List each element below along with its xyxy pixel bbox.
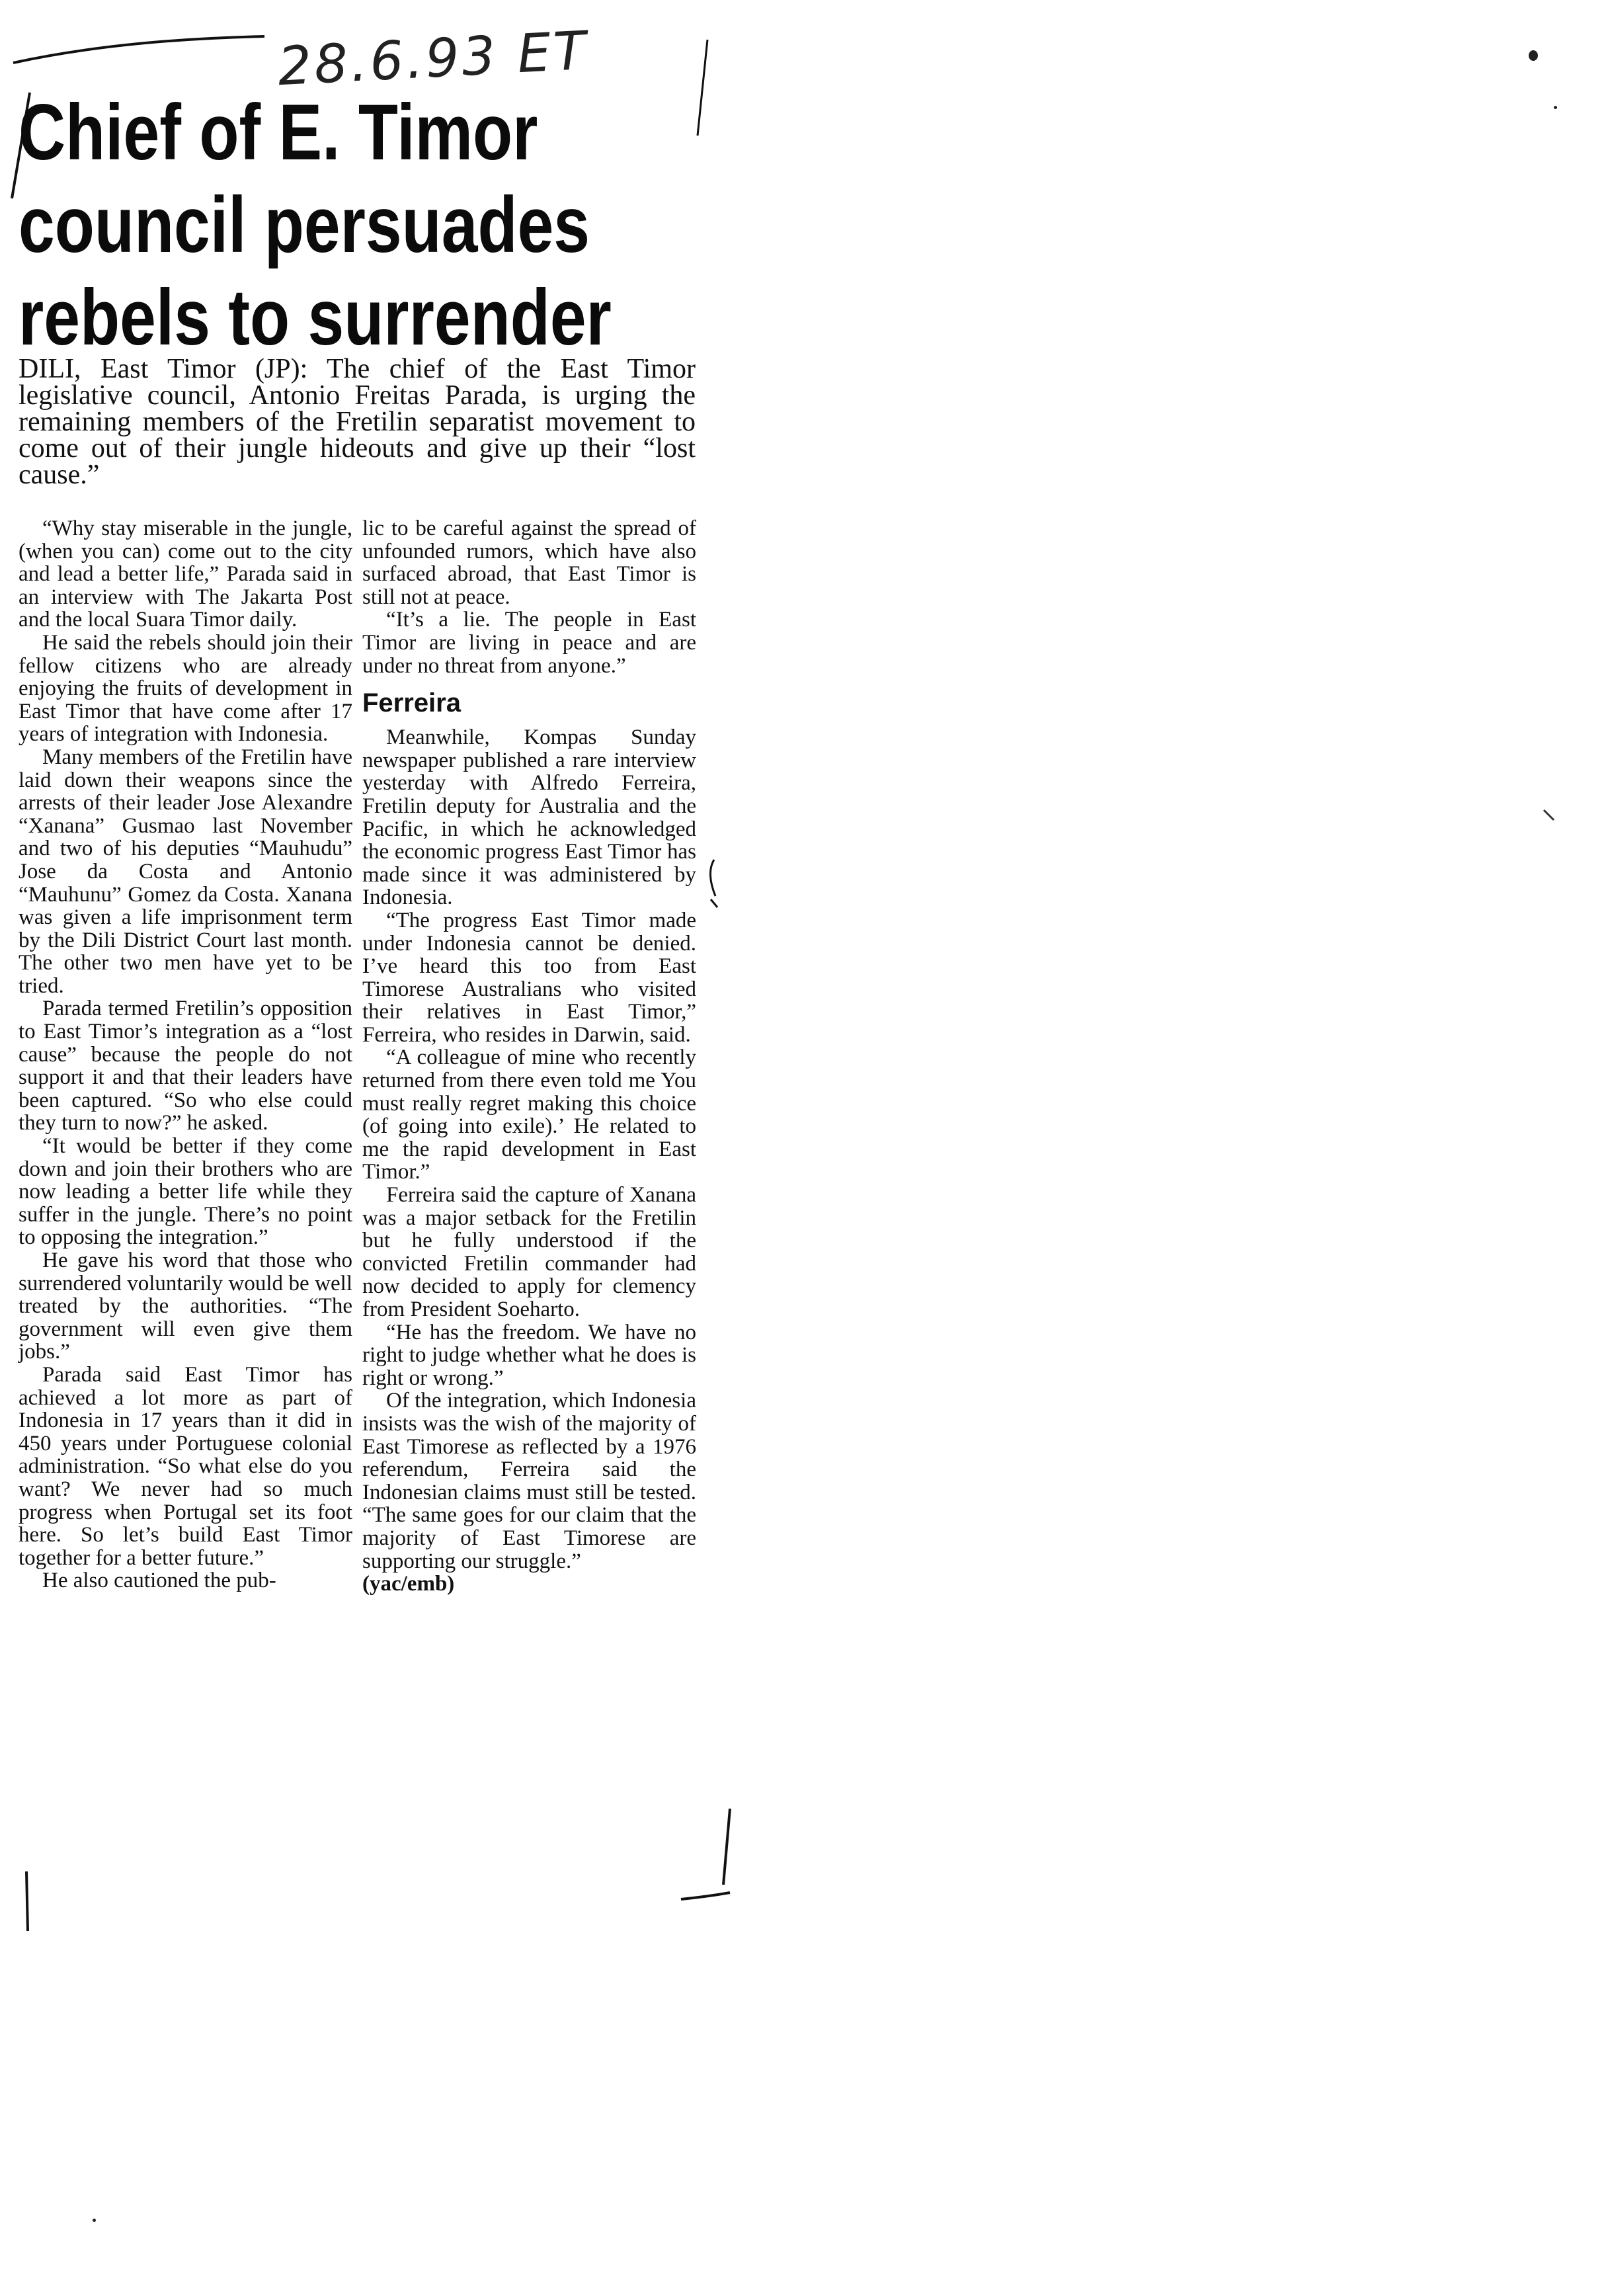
body-paragraph: “It’s a lie. The people in East Timor are living in peace and are under no threat from anyone.”	[362, 608, 696, 678]
body-paragraph: He said the rebels should join their fellow citizens who are already enjoying the fruits of development in East Timor that have come after 17 years of integration with Indonesia.	[19, 630, 352, 747]
body-paragraph: Many members of the Fretilin have laid down their weapons since the arrests of their leader Jose Alexandre “Xanana” Gusmao last November and two of his deputies “Mauhudu” Jose da Costa and Antonio “Mauhunu” Gomez da Costa. Xanana was given a life imprisonment term by the Dili District Court last month. The other two men have yet to be tried.	[19, 745, 352, 998]
pen-stroke-right	[698, 40, 707, 136]
headline-line-2: council persuades	[19, 181, 590, 269]
body-paragraph: “He has the freedom. We have no right to judge whether what he does is right or wrong.”	[362, 1320, 696, 1390]
section-subhead: Ferreira	[362, 688, 461, 718]
ink-speck	[1554, 106, 1557, 109]
body-paragraph: He gave his word that those who surrendered voluntarily would be well treated by the authorities. “The government will even give them jobs.”	[19, 1249, 352, 1364]
byline: (yac/emb)	[362, 1572, 455, 1596]
article-column-2	[362, 517, 696, 1596]
body-paragraph: Ferreira said the capture of Xanana was a major setback for the Fretilin but he fully understood if the convicted Fretilin commander had now decided to apply for clemency from President Soeharto.	[362, 1183, 696, 1321]
lede-paragraph: DILI, East Timor (JP): The chief of the East Timor legislative council, Antonio Freitas Parada, is urging the remaining members of the Fretilin separatist movement to come out of their jungle hideouts and give up their “lost cause.”	[19, 354, 696, 490]
body-paragraph: lic to be careful against the spread of unfounded rumors, which have also surfaced abroad, that East Timor is still not at peace.	[362, 516, 696, 609]
pen-underline-end	[681, 1893, 730, 1899]
body-paragraph: He also cautioned the pub-	[42, 1569, 276, 1593]
ink-speck	[93, 2219, 96, 2222]
body-paragraph: “A colleague of mine who recently returned from there even told me You must really regret making this choice (of going into exile).’ He related to me the rapid development in East Timor.”	[362, 1046, 696, 1184]
body-paragraph: Parada termed Fretilin’s opposition to East Timor’s integration as a “lost cause” because the people do not support it and that their leaders have been captured. “So who else could they turn to now?” he asked.	[19, 997, 352, 1135]
body-paragraph: “It would be better if they come down and join their brothers who are now leading a better life while they suffer in the jungle. There’s no point to opposing the integration.”	[19, 1134, 352, 1250]
body-paragraph: “Why stay miserable in the jungle, (when you can) come out to the city and lead a better life,” Parada said in an interview with The Jakarta Post and the local Suara Timor daily.	[19, 516, 352, 632]
pen-bracket-start	[26, 1871, 28, 1931]
pen-tick	[711, 899, 717, 907]
headline-line-1: Chief of E. Timor	[19, 88, 538, 177]
body-paragraph: Parada said East Timor has achieved a lot more as part of Indonesia in 17 years than it did in 450 years under Portuguese colonial administration. “So what else do you want? We never had so much progress when Portugal set its foot here. So let’s build East Timor together for a better future.”	[19, 1362, 352, 1570]
pen-bracket-end	[723, 1809, 730, 1885]
speck-mark	[1544, 810, 1554, 820]
ink-speck	[1529, 50, 1538, 61]
body-paragraph: “The progress East Timor made under Indonesia cannot be denied. I’ve heard this too from East Timorese Australians who visited their relatives in East Timor,” Ferreira, who resides in Darwin, said.	[362, 908, 696, 1047]
handwritten-date-note: 28.6.93 ET	[276, 19, 590, 98]
body-paragraph: Of the integration, which Indonesia insists was the wish of the majority of East Timorese as reflected by a 1976 referendum, Ferreira said the Indonesian claims must still be tested. “The same goes for our claim that the majority of East Timorese are supporting our struggle.”	[362, 1389, 696, 1573]
pen-stroke-top	[13, 36, 264, 63]
body-paragraph: Meanwhile, Kompas Sunday newspaper published a rare interview yesterday with Alfredo Ferreira, Fretilin deputy for Australia and the Pacific, in which he acknowledged the economic progress East Timor has made since it was administered by Indonesia.	[362, 725, 696, 910]
headline	[19, 86, 612, 364]
pen-bracket-mid	[710, 860, 715, 896]
article-column-1	[19, 517, 352, 1592]
headline-line-3: rebels to surrender	[19, 273, 612, 362]
